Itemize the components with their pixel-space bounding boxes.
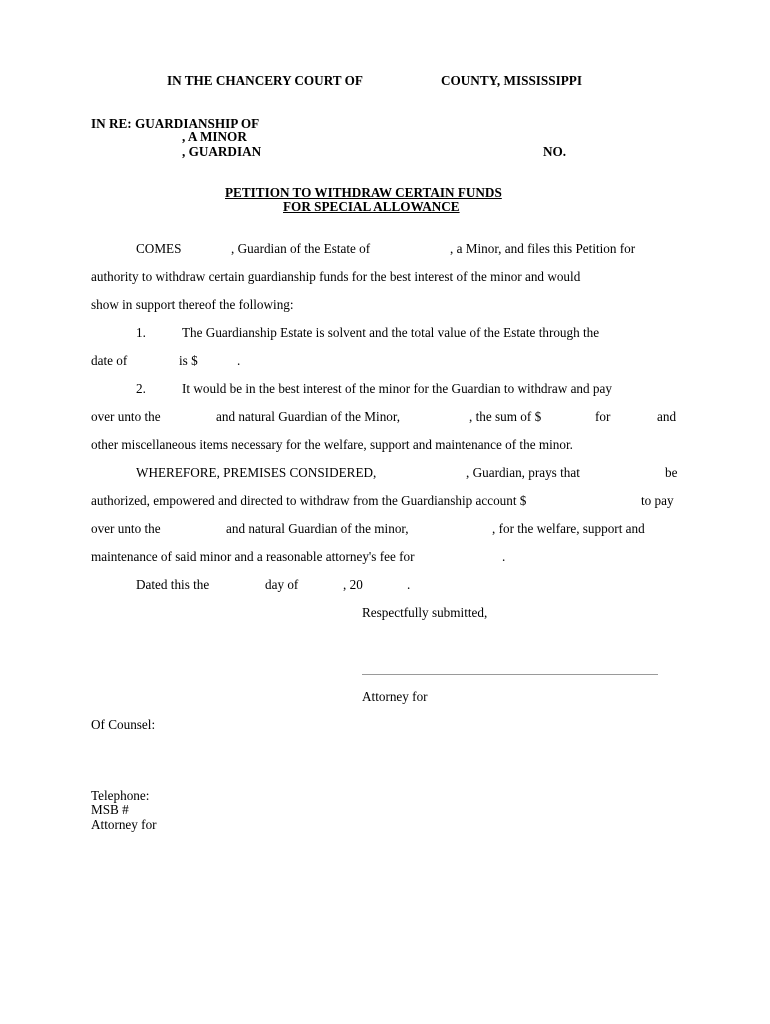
signature-line [362, 674, 658, 675]
wherefore-authorized: authorized, empowered and directed to withdraw from the Guardianship account $ [91, 493, 527, 508]
dated-year: , 20 [343, 577, 363, 592]
petition-title-line1: PETITION TO WITHDRAW CERTAIN FUNDS [225, 185, 502, 200]
intro-minor-files: , a Minor, and files this Petition for [450, 241, 636, 256]
wherefore-over-unto: over unto the [91, 521, 161, 536]
wherefore-maintenance: maintenance of said minor and a reasonable attorney's fee for [91, 549, 415, 564]
in-re-line: IN RE: GUARDIANSHIP OF [91, 116, 260, 131]
item1-period: . [237, 353, 241, 368]
item2-for: for [595, 409, 611, 424]
msb-label: MSB # [91, 802, 129, 817]
item2-over-unto: over unto the [91, 409, 161, 424]
signature-attorney-for: Attorney for [362, 689, 428, 704]
intro-line3: show in support thereof the following: [91, 297, 294, 312]
wherefore-premises: WHEREFORE, PREMISES CONSIDERED, [136, 465, 377, 480]
dated-period: . [407, 577, 411, 592]
dated-day-of: day of [265, 577, 299, 592]
court-heading-right: COUNTY, MISSISSIPPI [441, 73, 582, 88]
counsel-attorney-for: Attorney for [91, 817, 157, 832]
wherefore-be: be [665, 465, 678, 480]
dated-this: Dated this the [136, 577, 210, 592]
item2-text: It would be in the best interest of the minor for the Guardian to withdraw and pay [182, 381, 612, 396]
of-counsel-label: Of Counsel: [91, 717, 156, 732]
item2-number: 2. [136, 381, 146, 396]
wherefore-period: . [502, 549, 506, 564]
petition-title-line2: FOR SPECIAL ALLOWANCE [283, 199, 460, 214]
wherefore-guardian-prays: , Guardian, prays that [466, 465, 580, 480]
item1-date-of: date of [91, 353, 128, 368]
case-number-label: NO. [543, 144, 567, 159]
item2-and: and [657, 409, 677, 424]
guardian-line: , GUARDIAN [182, 144, 262, 159]
respectfully-submitted: Respectfully submitted, [362, 605, 488, 620]
wherefore-to-pay: to pay [641, 493, 674, 508]
item2-natural-guardian: and natural Guardian of the Minor, [216, 409, 401, 424]
item2-line3: other miscellaneous items necessary for the welfare, support and maintenance of the minor. [91, 437, 573, 452]
item1-text: The Guardianship Estate is solvent and the total value of the Estate through the [182, 325, 600, 340]
intro-comes: COMES [136, 241, 182, 256]
intro-line2: authority to withdraw certain guardianship funds for the best interest of the minor and would [91, 269, 581, 284]
minor-line: , A MINOR [182, 129, 247, 144]
wherefore-welfare: , for the welfare, support and [492, 521, 645, 536]
item2-sum-of: , the sum of $ [469, 409, 542, 424]
court-heading-left: IN THE CHANCERY COURT OF [167, 73, 363, 88]
wherefore-natural-guardian: and natural Guardian of the minor, [226, 521, 409, 536]
intro-guardian-of-estate: , Guardian of the Estate of [231, 241, 371, 256]
telephone-label: Telephone: [91, 788, 150, 803]
item1-number: 1. [136, 325, 146, 340]
item1-is-dollar: is $ [179, 353, 198, 368]
